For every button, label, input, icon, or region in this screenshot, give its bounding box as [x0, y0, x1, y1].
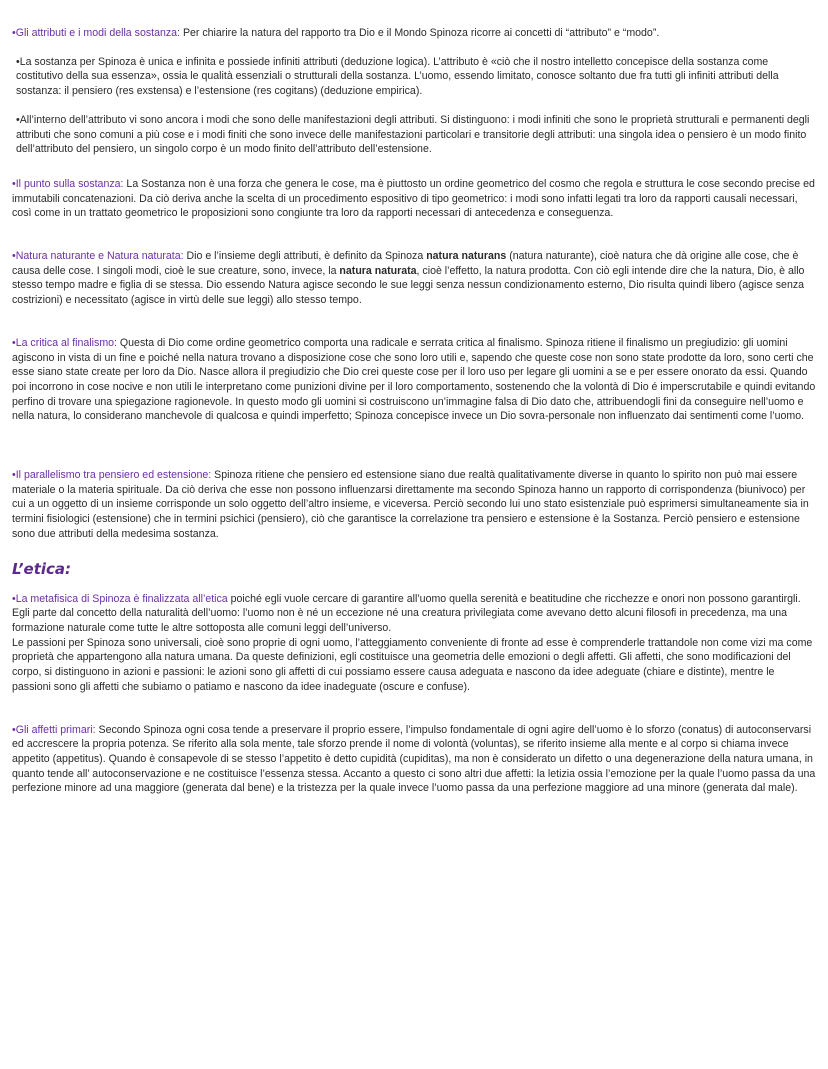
attributi-paragraph-1: •La sostanza per Spinoza è unica e infinita e possiede infiniti attributi (deduzione logica). L’attributo è «ciò che il nostro intelletto concepisce della sostanza come costitutivo della sua essenza», ossia le qualità essenziali o strutturali della sostanza. L’uomo, essendo limitato, conosce soltanto due fra tutti gli infiniti attributi della sostanza: il pensiero (res exstensa) e l’estensione (res cogitans) (deduzione empirica).: [16, 55, 779, 98]
natura-body-b: (natura naturante), cioè natura che dà origine alle cose, che è causa delle cose. I singoli modi, cioè le sue creature, sono, invece, la: [12, 250, 799, 277]
natura-body-c: , cioè l’effetto, la natura prodotta. Con ciò egli intende dire che la natura, Dio, è allo stesso tempo madre e figlia di se stessa. Dio essendo Natura agisce secondo le sue leggi senza nessun condizionamento esterno, Dio risulta quindi libero (agisce senza costrizioni) e necessitato (agisce in virtù delle sue leggi) allo stesso tempo.: [12, 264, 805, 307]
natura-paragraph: [12, 249, 816, 308]
affetti-title: •Gli affetti primari:: [12, 723, 96, 736]
attributi-title: •Gli attributi e i modi della sostanza:: [12, 27, 180, 39]
parallelismo-paragraph: [12, 468, 816, 542]
metafisica-title: •La metafisica di Spinoza è finalizzata all’etica: [12, 592, 228, 605]
passioni-paragraph: Le passioni per Spinoza sono universali, cioè sono proprie di ogni uomo, l’atteggiamento conveniente di fronte ad esse è comprenderle trattandole non come vizi ma come proprietà che appartengono alla natura umana. Da queste definizioni, egli costituisce una geometria delle emozioni o degli affetti. Gli affetti, che sono modificazioni del corpo, si distinguono in azioni e passioni: le azioni sono gli affetti di cui possiamo essere causa adeguata e nascono da idee adeguate (chiare e distinte), mentre le passioni sono gli affetti che subiamo o patiamo e nascono da idee inadeguate (oscure e confuse).: [12, 636, 813, 693]
sostanza-title: •Il punto sulla sostanza:: [12, 177, 124, 190]
attributi-intro: [12, 26, 816, 41]
metafisica-paragraph: [12, 592, 816, 636]
affetti-paragraph: [12, 723, 816, 797]
etica-heading: L’etica:: [12, 559, 72, 578]
attributi-intro-text: Per chiarire la natura del rapporto tra Dio e il Mondo Spinoza ricorre ai concetti di “attributo” e “modo”.: [180, 27, 660, 39]
natura-body-a: Dio e l’insieme degli attributi, è definito da Spinoza: [183, 250, 427, 263]
finalismo-title: •La critica al finalismo:: [12, 336, 117, 349]
natura-naturans-term: natura naturans: [426, 250, 507, 263]
metafisica-body: poiché egli vuole cercare di garantire all’uomo quella serenità e beatitudine che ricchezze e onori non possono garantirgli. Egli parte dal concetto della naturalità dell’uomo: l’uomo non è né un eccezione né una creatura privilegiata come avevano detto alcuni filosofi in precedenza, ma una formazione naturale come tutte le altre sottoposta alle comuni leggi dell’universo.: [12, 592, 801, 634]
parallelismo-body: Spinoza ritiene che pensiero ed estensione siano due realtà qualitativamente diverse in quanto lo spirito non può mai essere materiale o la materia spirituale. Da ciò deriva che esse non possono influenzarsi direttamente ma secondo Spinoza hanno un rapporto di corrispondenza (biunivoco) per cui a un oggetto di un insieme corrisponde un solo oggetto dell’altro insieme, e viceversa. Perciò secondo lui uno stato esistenziale può esprimersi simultaneamente sia in termini fisiologici (estensione) che in termini psichici (pensiero), ciò che garantisce la correlazione tra pensiero e estensione è la Sostanza. Perciò pensiero e estensione sono due attributi della medesima sostanza.: [12, 469, 809, 540]
natura-naturata-term: natura naturata: [339, 264, 417, 277]
finalismo-body: Questa di Dio come ordine geometrico comporta una radicale e serrata critica al finalismo. Spinoza ritiene il finalismo un pregiudizio: gli uomini agiscono in vista di un fine e poiché nella natura trovano a disposizione cose che sono loro utili e, sapendo che queste cose non sono state prodotte da loro, sono certi che esse siano state create per loro da Dio. Nasce allora il pregiudizio che Dio crei queste cose per il loro uso per legare gli uomini a se e per essere onorato da essi. Quando poi incorrono in cose nocive e non utili le interpretano come punizioni divine per il loro comportamento, sostenendo che la volontà di Dio é imperscrutabile e quindi evitando perfino di trovare una spiegazione ragionevole. In questo modo gli uomini si costruiscono un’immagine falsa di Dio dato che, attribuendogli fini da conseguire nell’uomo e nella natura, lo considerano manchevole di qualcosa e quindi imperfetto; Spinoza concepisce invece un Dio sovra-personale non influenzato dai sentimenti come l’uomo.: [12, 336, 816, 423]
attributi-paragraph-2: •All’interno dell’attributo vi sono ancora i modi che sono delle manifestazioni degli attributi. Si distinguono: i modi infiniti che sono le proprietà strutturali e permanenti degli attributi che sono comuni a più cose e i modi finiti che sono invece delle manifestazioni particolari e transitorie degli attributi: una singola idea o pensiero è un modo finito dell’attributo del pensiero, un singolo corpo è un modo finito dell’attributo dell’estensione.: [16, 113, 810, 156]
finalismo-paragraph: [12, 336, 816, 424]
natura-title: •Natura naturante e Natura naturata:: [12, 250, 184, 263]
affetti-body: Secondo Spinoza ogni cosa tende a preservare il proprio essere, l’impulso fondamentale di ogni agire dell’uomo è lo sforzo (conatus) di autoconservarsi ed accrescere la propria potenza. Se riferito alla sola mente, tale sforzo prende il nome di volontà (voluntas), se riferito insieme alla mente e al corpo si chiama invece appetito (appetitus). Quando è consapevole di se stesso l’appetito è detto cupidità (cupiditas), ma non è considerato un difetto o una degenerazione della natura umana, in quanto tende all’ autoconservazione e ne costituisce l’essenza stessa. Accanto a questo ci sono altri due affetti: la letizia ossia l’emozione per la quale l’uomo passa da una perfezione minore ad una maggiore (generata dal bene) e la tristezza per la quale invece l’uomo passa da una perfezione maggiore ad una minore (generata dal male).: [12, 723, 816, 795]
parallelismo-title: •Il parallelismo tra pensiero ed estensione:: [12, 469, 212, 482]
sostanza-body: La Sostanza non è una forza che genera le cose, ma è piuttosto un ordine geometrico del cosmo che regola e struttura le cose secondo precise ed immutabili concatenazioni. Da ciò deriva anche la scelta di un procedimento espositivo di tipo geometrico: i modi sono infatti legati tra loro da rapporti causali necessari, così come in un trattato geometrico le proposizioni sono congiunte tra loro da rapporti necessari di antecedenza e conseguenza.: [12, 177, 815, 220]
sostanza-paragraph: [12, 177, 816, 221]
